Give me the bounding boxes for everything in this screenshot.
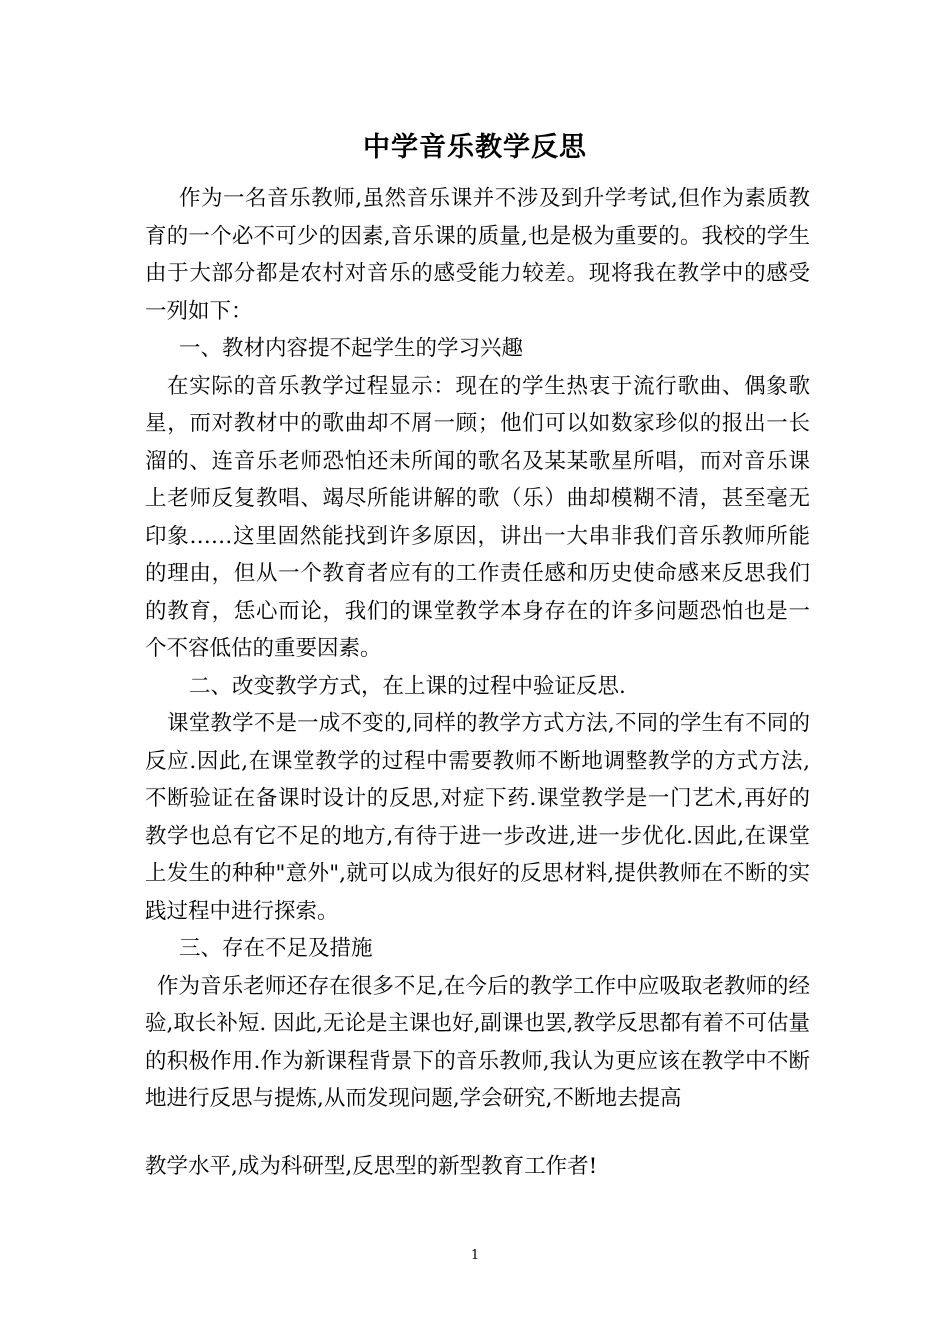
- intro-paragraph: 作为一名音乐教师,虽然音乐课并不涉及到升学考试,但作为素质教育的一个必不可少的因素,音乐课的质量,也是极为重要的。我校的学生由于大部分都是农村对音乐的感受能力较差。现将我在教学中的感受一列如下：: [145, 186, 810, 324]
- section-1-paragraph: 在实际的音乐教学过程显示：现在的学生热衷于流行歌曲、偶象歌星，而对教材中的歌曲却不屑一顾；他们可以如数家珍似的报出一长溜的、连音乐老师恐怕还未所闻的歌名及某某歌星所唱，而对音乐课上老师反复教唱、竭尽所能讲解的歌（乐）曲却模糊不清，甚至毫无印象……这里固然能找到许多原因，讲出一大串非我们音乐教师所能的理由，但从一个教育者应有的工作责任感和历史使命感来反思我们的教育，恁心而论，我们的课堂教学本身存在的许多问题恐怕也是一个不容低估的重要因素。: [145, 373, 810, 661]
- section-heading-2: 二、改变教学方式，在上课的过程中验证反思.: [189, 673, 626, 699]
- document-title: 中学音乐教学反思: [363, 132, 587, 163]
- document-body: [145, 180, 810, 1185]
- section-heading-3: 三、存在不足及措施: [179, 936, 373, 961]
- section-2-paragraph: 课堂教学不是一成不变的,同样的教学方式方法,不同的学生有不同的反应.因此,在课堂教学的过程中需要教师不断地调整教学的方式方法,不断验证在备课时设计的反思,对症下药.课堂教学是一门艺术,再好的教学也总有它不足的地方,有待于进一步改进,进一步优化.因此,在课堂上发生的种种"意外",就可以成为很好的反思材料,提供教师在不断的实践过程中进行探索。: [145, 711, 810, 924]
- page-number: 1: [470, 1248, 480, 1263]
- paragraph-gap: [145, 1118, 810, 1148]
- section-heading-1: 一、教材内容提不起学生的学习兴趣: [179, 336, 524, 361]
- closing-paragraph: 教学水平,成为科研型,反思型的新型教育工作者!: [145, 1153, 598, 1179]
- section-3-paragraph: 作为音乐老师还存在很多不足,在今后的教学工作中应吸取老教师的经验,取长补短. 因此,无论是主课也好,副课也罢,教学反思都有着不可估量的积极作用.作为新课程背景下的音乐教师,我认为更应该在教学中不断地进行反思与提炼,从而发现问题,学会研究,不断地去提高: [145, 973, 810, 1111]
